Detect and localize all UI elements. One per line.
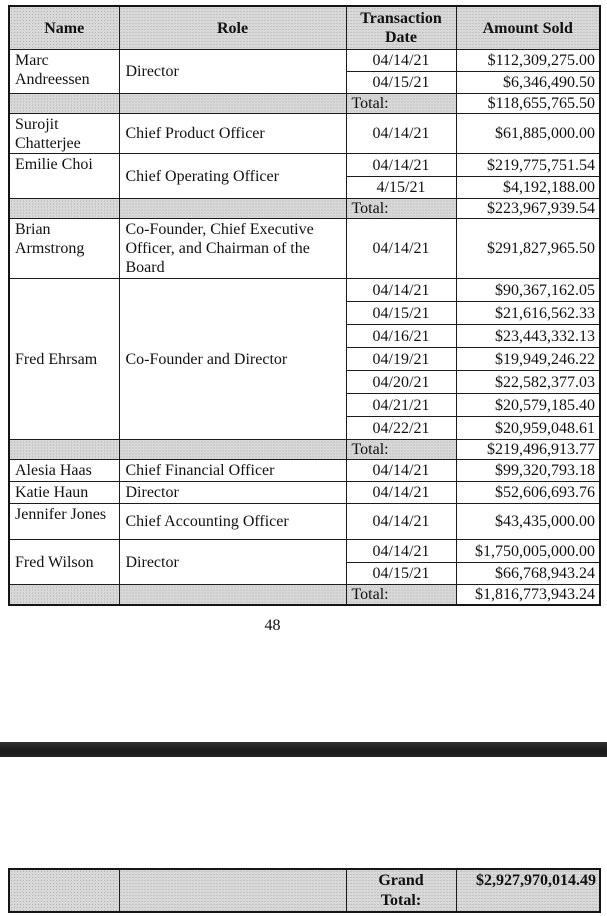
column-header-role: Role xyxy=(119,6,346,50)
empty-cell xyxy=(119,585,346,606)
amount-cell: $4,192,188.00 xyxy=(456,177,600,199)
column-header-date: Transaction Date xyxy=(346,6,456,50)
table-row xyxy=(9,540,600,563)
date-cell: 04/14/21 xyxy=(346,279,456,302)
total-row xyxy=(9,585,600,606)
date-cell: 04/14/21 xyxy=(346,154,456,177)
amount-cell: $99,320,793.18 xyxy=(456,460,600,482)
amount-cell: $6,346,490.50 xyxy=(456,72,600,94)
date-cell: 04/16/21 xyxy=(346,325,456,348)
empty-cell xyxy=(119,440,346,460)
amount-cell: $43,435,000.00 xyxy=(456,504,600,540)
grand-total-label-line1: Grand xyxy=(378,872,424,889)
date-cell: 04/14/21 xyxy=(346,482,456,504)
date-cell: 04/19/21 xyxy=(346,348,456,371)
name-cell: Surojit Chatterjee xyxy=(9,114,119,154)
empty-cell xyxy=(119,869,346,912)
date-cell: 04/15/21 xyxy=(346,302,456,325)
table-header-row xyxy=(9,6,600,50)
role-cell: Director xyxy=(119,540,346,585)
date-cell: 04/14/21 xyxy=(346,114,456,154)
name-cell: Fred Ehrsam xyxy=(9,279,119,440)
name-cell: Jennifer Jones xyxy=(9,504,119,540)
table-row xyxy=(9,504,600,540)
grand-total-label-line2: Total: xyxy=(380,892,422,909)
total-amount-cell: $1,816,773,943.24 xyxy=(456,585,600,606)
name-cell: Emilie Choi xyxy=(9,154,119,199)
date-cell: 04/14/21 xyxy=(346,540,456,563)
table-row xyxy=(9,279,600,302)
date-cell: 04/20/21 xyxy=(346,371,456,394)
role-cell: Director xyxy=(119,482,346,504)
date-cell: 04/14/21 xyxy=(346,460,456,482)
total-amount-cell: $118,655,765.50 xyxy=(456,94,600,114)
total-row xyxy=(9,440,600,460)
amount-cell: $112,309,275.00 xyxy=(456,50,600,72)
empty-cell xyxy=(9,585,119,606)
amount-cell: $1,750,005,000.00 xyxy=(456,540,600,563)
table-row xyxy=(9,114,600,154)
table-row xyxy=(9,219,600,279)
role-cell: Chief Financial Officer xyxy=(119,460,346,482)
page-number: 48 xyxy=(264,617,281,634)
empty-cell xyxy=(9,869,119,912)
empty-cell xyxy=(119,94,346,114)
name-cell: Alesia Haas xyxy=(9,460,119,482)
empty-cell xyxy=(119,199,346,219)
amount-cell: $66,768,943.24 xyxy=(456,563,600,585)
role-cell: Chief Accounting Officer xyxy=(119,504,346,540)
column-header-amount: Amount Sold xyxy=(456,6,600,50)
name-cell: Brian Armstrong xyxy=(9,219,119,279)
empty-cell xyxy=(9,94,119,114)
role-cell: Co-Founder and Director xyxy=(119,279,346,440)
grand-total-row xyxy=(9,869,600,912)
amount-cell: $219,775,751.54 xyxy=(456,154,600,177)
date-cell: 04/14/21 xyxy=(346,219,456,279)
grand-total-table xyxy=(8,868,601,913)
date-cell: 04/14/21 xyxy=(346,50,456,72)
name-cell: Marc Andreessen xyxy=(9,50,119,94)
date-cell: 04/15/21 xyxy=(346,72,456,94)
empty-cell xyxy=(9,440,119,460)
name-cell: Katie Haun xyxy=(9,482,119,504)
date-cell: 04/15/21 xyxy=(346,563,456,585)
amount-cell: $291,827,965.50 xyxy=(456,219,600,279)
total-amount-cell: $223,967,939.54 xyxy=(456,199,600,219)
total-label-cell: Total: xyxy=(346,94,456,114)
amount-cell: $19,949,246.22 xyxy=(456,348,600,371)
column-header-name: Name xyxy=(9,6,119,50)
amount-cell: $90,367,162.05 xyxy=(456,279,600,302)
amount-cell: $20,579,185.40 xyxy=(456,394,600,417)
name-cell: Fred Wilson xyxy=(9,540,119,585)
amount-cell: $61,885,000.00 xyxy=(456,114,600,154)
amount-cell: $52,606,693.76 xyxy=(456,482,600,504)
page-separator-bar xyxy=(0,742,607,757)
role-cell: Director xyxy=(119,50,346,94)
table-row xyxy=(9,154,600,177)
grand-total-amount-cell: $2,927,970,014.49 xyxy=(456,869,600,912)
table-row xyxy=(9,50,600,72)
amount-cell: $22,582,377.03 xyxy=(456,371,600,394)
total-label-cell: Total: xyxy=(346,585,456,606)
total-amount-cell: $219,496,913.77 xyxy=(456,440,600,460)
amount-cell: $20,959,048.61 xyxy=(456,417,600,440)
date-cell: 4/15/21 xyxy=(346,177,456,199)
grand-total-label-cell xyxy=(346,869,456,912)
total-row xyxy=(9,199,600,219)
amount-cell: $21,616,562.33 xyxy=(456,302,600,325)
total-label-cell: Total: xyxy=(346,440,456,460)
date-cell: 04/14/21 xyxy=(346,504,456,540)
role-cell: Chief Product Officer xyxy=(119,114,346,154)
empty-cell xyxy=(9,199,119,219)
date-cell: 04/21/21 xyxy=(346,394,456,417)
total-label-cell: Total: xyxy=(346,199,456,219)
role-cell: Chief Operating Officer xyxy=(119,154,346,199)
insider-sales-table xyxy=(8,5,601,606)
table-row xyxy=(9,460,600,482)
amount-cell: $23,443,332.13 xyxy=(456,325,600,348)
total-row xyxy=(9,94,600,114)
table-row xyxy=(9,482,600,504)
role-cell: Co-Founder, Chief Executive Officer, and Chairman of the Board xyxy=(119,219,346,279)
date-cell: 04/22/21 xyxy=(346,417,456,440)
